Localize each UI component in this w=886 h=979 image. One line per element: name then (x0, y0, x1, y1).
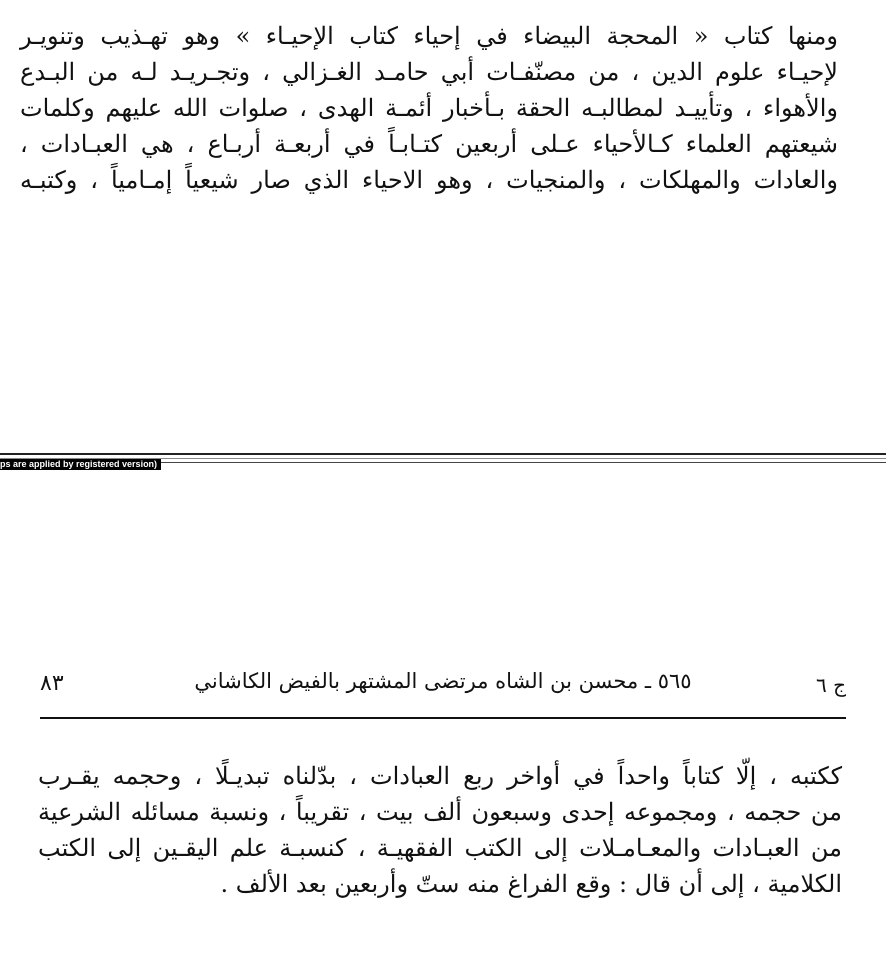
bottom-paragraph (38, 758, 842, 902)
top-page-fragment (0, 0, 886, 455)
bottom-paragraph-line: ككتبه ، إلّا كتاباً واحداً في أواخر ربع العبادات ، بدّلناه تبديـلًا ، وحجمه يقـرب (38, 762, 842, 790)
header-title: ٥٦٥ ـ محسن بن الشاه مرتضى المشتهر بالفيض الكاشاني (194, 669, 692, 693)
bottom-paragraph-line: من العبـادات والمعـامـلات إلى الكتب الفقهيـة ، كنسبـة علم اليقـين إلى الكتب (38, 834, 842, 862)
header-rule (40, 717, 846, 719)
top-paragraph-line: لإحيـاء علوم الدين ، من مصنّفـات أبي حامـد الغـزالي ، وتجـريـد لـه من البـدع (20, 58, 838, 86)
volume-label: ج ٦ (815, 673, 846, 697)
bottom-paragraph-line: الكلامية ، إلى أن قال : وقع الفراغ منه ستّ وأربعين بعد الألف . (220, 870, 842, 898)
running-header (40, 665, 846, 701)
watermark-banner: ps are applied by registered version) (0, 459, 161, 470)
bottom-paragraph-line: من حجمه ، ومجموعه إحدى وسبعون ألف بيت ، تقريباً ، ونسبة مسائله الشرعية (38, 798, 842, 826)
top-paragraph-line: ومنها كتاب « المحجة البيضاء في إحياء كتاب الإحيـاء » وهو تهـذيب وتنويـر (20, 22, 838, 50)
top-paragraph-line: والعادات والمهلكات ، والمنجيات ، وهو الاحياء الذي صار شيعياً إمـامياً ، وكتبـه (20, 166, 838, 194)
page-number: ٨٣ (40, 671, 64, 696)
top-paragraph-line: والأهواء ، وتأييـد لمطالبـه الحقة بـأخبار أئمـة الهدى ، صلوات الله عليهم وكلمات (20, 94, 838, 122)
top-paragraph-line: شيعتهم العلماء كـالأحياء عـلى أربعين كتـابـاً في أربعـة أربـاع ، هي العبـادات ، (20, 130, 838, 158)
page-divider (0, 453, 886, 455)
top-paragraph (20, 18, 838, 198)
